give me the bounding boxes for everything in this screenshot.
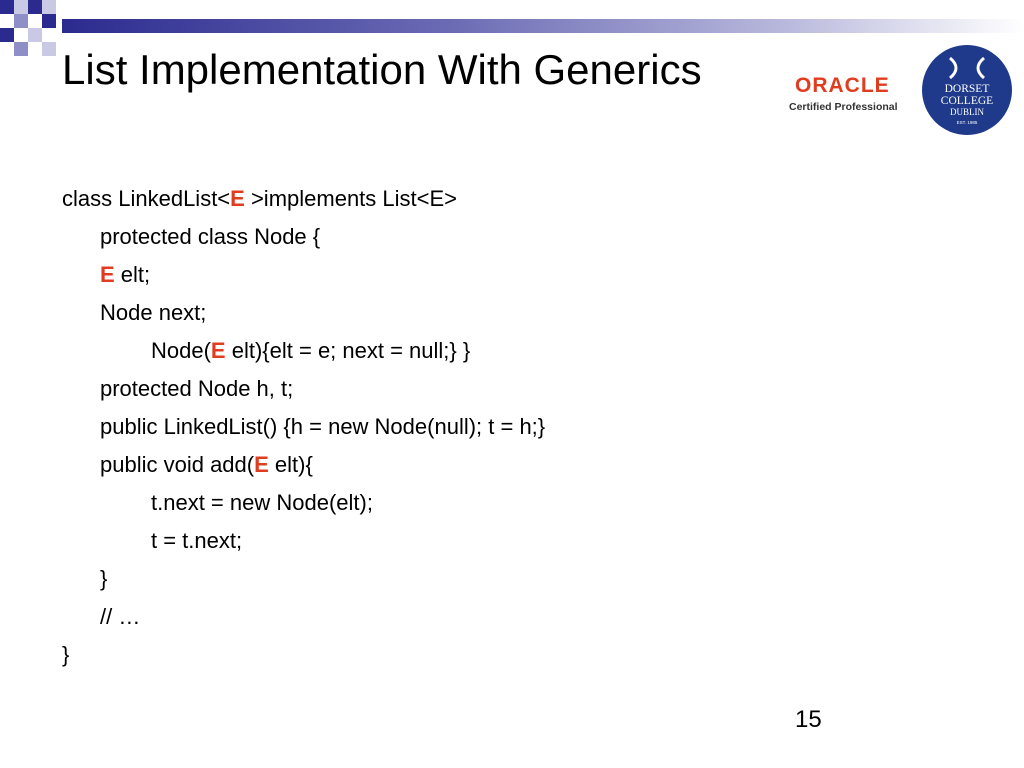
title-bar — [62, 19, 1024, 33]
code-line: t.next = new Node(elt); — [151, 490, 373, 515]
code-line: // … — [100, 604, 141, 629]
dorset-logo-est: EST. 1985 — [956, 120, 978, 125]
corner-square — [42, 0, 56, 14]
corner-square — [42, 42, 56, 56]
oracle-certified-logo — [785, 66, 905, 124]
code-line: class LinkedList<E >implements List<E> — [62, 186, 458, 211]
corner-square — [14, 0, 28, 14]
corner-square — [42, 14, 56, 28]
corner-square — [28, 28, 42, 42]
dorset-logo-line1: DORSET — [944, 83, 990, 95]
code-line: Node next; — [100, 300, 207, 325]
oracle-logo-subtitle: Certified Professional — [789, 101, 898, 113]
code-block — [62, 180, 545, 674]
dorset-college-logo — [920, 44, 1014, 136]
code-line: protected Node h, t; — [100, 376, 294, 401]
corner-square — [0, 28, 14, 42]
corner-square — [14, 42, 28, 56]
page-number: 15 — [795, 706, 822, 733]
slide-title: List Implementation With Generics — [62, 46, 702, 93]
code-line: t = t.next; — [151, 528, 243, 553]
corner-square — [0, 0, 14, 14]
code-line: public LinkedList() {h = new Node(null); t = h;} — [100, 414, 546, 439]
code-line: protected class Node { — [100, 224, 321, 249]
dorset-logo-line2: COLLEGE — [940, 95, 994, 107]
code-line: Node(E elt){elt = e; next = null;} } — [151, 338, 471, 363]
corner-square — [28, 0, 42, 14]
oracle-logo-wordmark: ORACLE — [795, 74, 890, 97]
code-line: } — [62, 642, 70, 667]
code-line: E elt; — [100, 262, 151, 287]
code-line: public void add(E elt){ — [100, 452, 313, 477]
code-line: } — [100, 566, 108, 591]
dorset-logo-line3: DUBLIN — [950, 107, 984, 117]
corner-square — [14, 14, 28, 28]
